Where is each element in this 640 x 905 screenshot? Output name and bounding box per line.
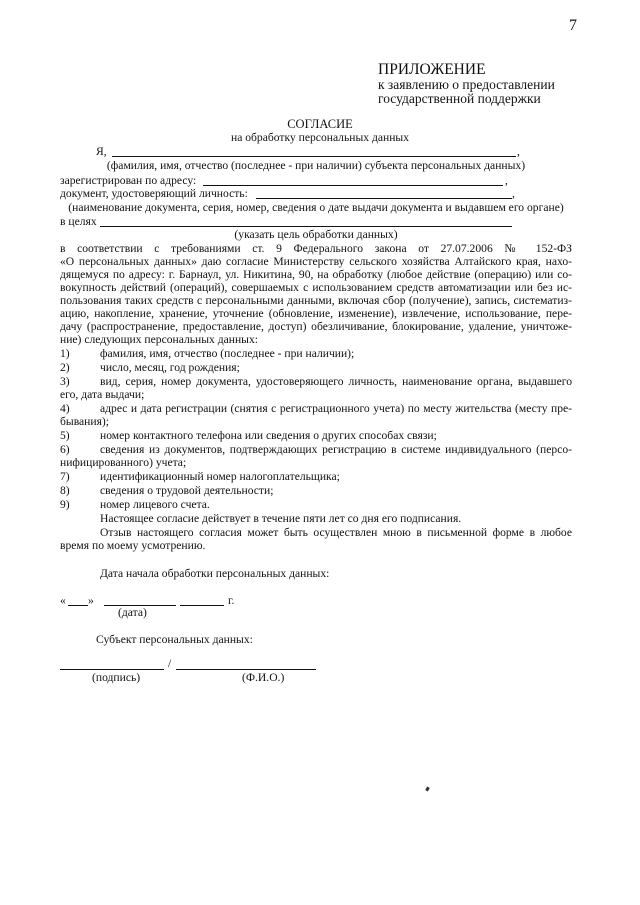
list-item-text: адрес и дата регистрации (снятия с регистрационного учета) по месту жительства (месту пре-	[100, 402, 572, 415]
day-field[interactable]	[68, 605, 88, 606]
fio-hint: (Ф.И.О.)	[242, 671, 285, 684]
list-item-text: номер лицевого счета.	[100, 498, 210, 511]
page-number: 7	[569, 17, 577, 34]
list-item-text: идентификационный номер налогоплательщика;	[100, 470, 340, 483]
body-line-2: «О персональных данных» даю согласие Министерству сельского хозяйства Алтайского края, нахо-	[60, 255, 572, 268]
list-item-continuation: бывания);	[60, 415, 109, 428]
list-item-text: фамилия, имя, отчество (последнее - при наличии);	[100, 347, 355, 360]
list-item-number: 3)	[60, 375, 70, 388]
list-item-number: 9)	[60, 498, 70, 511]
slash-separator: /	[168, 657, 172, 670]
address-comma: ,	[505, 174, 508, 187]
year-field[interactable]	[180, 605, 224, 606]
subject-label: Субъект персональных данных:	[96, 633, 253, 646]
body-line-5: пользования таких средств с персональными данными, включая сбор (получение), запись, систематиз-	[60, 294, 572, 307]
document-hint: (наименование документа, серия, номер, сведения о дате выдачи документа и выдавшем его органе)	[68, 201, 564, 214]
body-line-7: дачу (распространение, предоставление, доступ) обезличивание, блокирование, удаление, уничтоже-	[60, 320, 572, 333]
list-item-number: 4)	[60, 402, 70, 415]
date-hint: (дата)	[118, 606, 147, 619]
appendix-header	[378, 62, 555, 106]
start-date-label: Дата начала обработки персональных данных:	[100, 567, 330, 580]
purpose-field[interactable]	[100, 226, 512, 227]
consent-subtitle: на обработку персональных данных	[230, 131, 409, 144]
body-line-3: дящемуся по адресу: г. Барнаул, ул. Никитина, 90, на обработку (любое действие (операцию) или со-	[60, 268, 572, 281]
scan-speck	[425, 787, 430, 792]
document-field[interactable]	[256, 198, 512, 199]
list-item-text: сведения о трудовой деятельности;	[100, 484, 274, 497]
list-item-text: вид, серия, номер документа, удостоверяющего личность, наименование органа, выдавшего	[100, 375, 572, 388]
revocation-line-2: время по моему усмотрению.	[60, 539, 206, 552]
appendix-line-2: государственной поддержки	[378, 91, 541, 106]
signature-field[interactable]	[60, 669, 164, 670]
purpose-hint: (указать цель обработки данных)	[234, 228, 398, 241]
name-hint: (фамилия, имя, отчество (последнее - при наличии) субъекта персональных данных)	[106, 159, 526, 172]
consent-title: СОГЛАСИЕ	[287, 117, 353, 131]
list-item-number: 6)	[60, 443, 70, 456]
body-line-8: ние) следующих персональных данных:	[60, 333, 258, 346]
registered-label: зарегистрирован по адресу:	[60, 174, 197, 187]
signature-hint: (подпись)	[92, 671, 141, 684]
list-item-continuation: нифицированного) учета;	[60, 456, 187, 469]
list-item-number: 1)	[60, 347, 70, 360]
list-item-continuation: его, дата выдачи;	[60, 388, 145, 401]
name-field[interactable]	[112, 156, 516, 157]
appendix-line-1: к заявлению о предоставлении	[378, 77, 555, 92]
fio-field[interactable]	[176, 669, 316, 670]
address-field[interactable]	[203, 185, 503, 186]
document-comma: ,	[512, 187, 515, 200]
document-label: документ, удостоверяющий личность:	[60, 187, 248, 200]
body-line-1: в соответствии с требованиями ст. 9 Федерального закона от 27.07.2006 № 152-ФЗ	[60, 242, 572, 255]
list-item-number: 8)	[60, 484, 70, 497]
i-label: Я,	[96, 145, 107, 158]
list-item-number: 2)	[60, 361, 70, 374]
name-comma: ,	[517, 145, 520, 158]
validity-text: Настоящее согласие действует в течение пяти лет со дня его подписания.	[100, 512, 462, 525]
revocation-line-1: Отзыв настоящего согласия может быть осуществлен мною в письменной форме в любое	[100, 526, 572, 539]
date-quote-close: »	[88, 594, 94, 607]
date-quote-open: «	[60, 594, 66, 607]
date-year-suffix: г.	[228, 594, 235, 607]
list-item-text: номер контактного телефона или сведения о других способах связи;	[100, 429, 437, 442]
body-line-4: вокупность действий (операций), совершаемых с использованием средств автоматизации или без ис-	[60, 281, 572, 294]
list-item-text: сведения из документов, подтверждающих регистрацию в системе индивидуального (персо-	[100, 443, 572, 456]
list-item-number: 7)	[60, 470, 70, 483]
appendix-title: ПРИЛОЖЕНИЕ	[378, 61, 486, 78]
list-item-number: 5)	[60, 429, 70, 442]
list-item-text: число, месяц, год рождения;	[100, 361, 240, 374]
body-line-6: ацию, накопление, хранение, уточнение (обновление, изменение), извлечение, использование, пере-	[60, 307, 572, 320]
purpose-label: в целях	[60, 215, 97, 228]
